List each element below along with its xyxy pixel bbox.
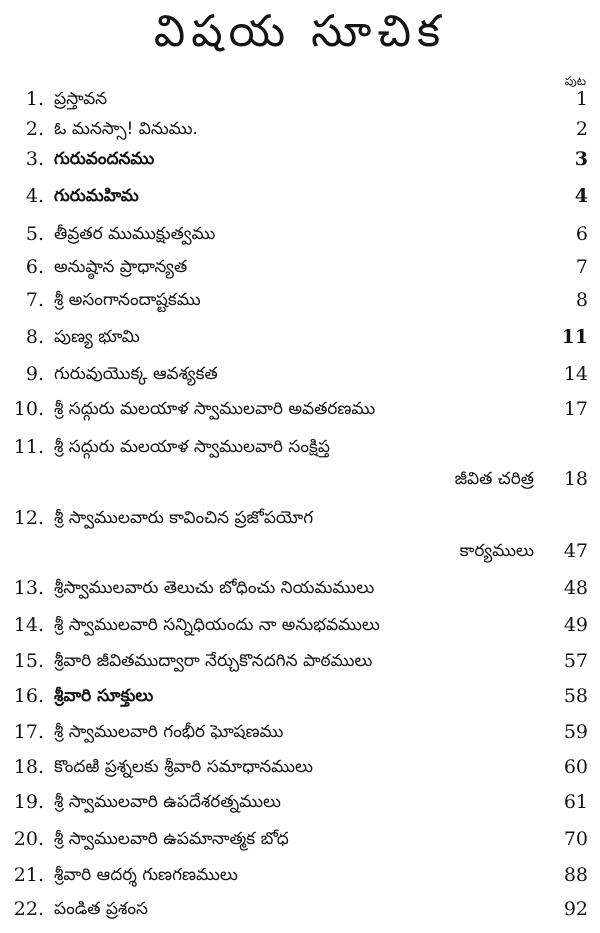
entry-page: 88 <box>563 864 588 886</box>
entry-number: 8. <box>25 326 44 348</box>
entry-title-continued: కార్యములు <box>459 541 534 561</box>
entry-title: శ్రీ స్వాములవారి సన్నిధియందు నా అనుభవములు <box>54 615 380 635</box>
entry-number: 5. <box>25 223 44 245</box>
entry-number: 15. <box>13 650 44 672</box>
entry-number: 21. <box>13 864 44 886</box>
entry-number: 9. <box>25 363 44 385</box>
entry-title: గురుమహిమ <box>54 186 139 206</box>
entry-title: శ్రీ స్వాములవారి గంభీర ఘోషణము <box>54 722 284 742</box>
entry-number: 7. <box>25 289 44 311</box>
entry-page: 60 <box>563 756 588 778</box>
entry-page: 4 <box>574 185 588 207</box>
entry-title: శ్రీ స్వాములవారు కావించిన ప్రజోపయోగ <box>54 508 314 528</box>
entry-page: 59 <box>563 721 588 743</box>
entry-title: గురువుయొక్క ఆవశ్యకత <box>54 364 218 384</box>
entry-number: 22. <box>13 898 44 920</box>
entry-number: 3. <box>25 148 44 170</box>
entry-page: 8 <box>575 289 588 311</box>
entry-title: ప్రస్తావన <box>54 89 108 109</box>
entry-number: 1. <box>25 88 44 110</box>
entry-page: 49 <box>563 614 588 636</box>
entry-number: 6. <box>25 256 44 278</box>
entry-page: 1 <box>575 88 588 110</box>
entry-title-continued: జీవిత చరిత్ర <box>454 469 534 489</box>
entry-page: 47 <box>563 540 588 562</box>
entry-number: 12. <box>13 507 44 529</box>
entry-title: తీవ్రతర ముముక్షుత్వము <box>54 224 216 244</box>
entry-number: 20. <box>13 828 44 850</box>
entry-number: 19. <box>13 791 44 813</box>
entry-page: 57 <box>563 650 588 672</box>
entry-title: శ్రీ స్వాములవారి ఉపమానాత్మక బోధ <box>54 829 289 849</box>
entry-title: పండిత ప్రశంస <box>54 899 148 919</box>
entry-number: 11. <box>13 436 44 458</box>
entry-number: 2. <box>25 118 44 140</box>
entry-title: శ్రీవారి జీవితముద్వారా నేర్చుకొనదగిన పాఠములు <box>54 651 373 671</box>
entry-title: శ్రీ సద్గురు మలయాళ స్వాములవారి సంక్షిప్త <box>54 437 330 457</box>
entry-number: 18. <box>13 756 44 778</box>
entry-number: 13. <box>13 577 44 599</box>
entry-title: ఓ మనస్సా! వినుము. <box>54 119 198 139</box>
entry-page: 3 <box>574 148 588 170</box>
entry-page: 17 <box>563 398 588 420</box>
entry-title: పుణ్య భూమి <box>54 327 140 347</box>
entry-title: గురువందనము <box>54 149 155 169</box>
entry-page: 6 <box>575 223 588 245</box>
entry-page: 2 <box>575 118 588 140</box>
entry-page: 11 <box>561 326 588 348</box>
entry-page: 58 <box>563 685 588 707</box>
page-column-label: పుట <box>564 74 586 88</box>
entry-title: శ్రీ అసంగానందాష్టకము <box>54 290 201 310</box>
entry-title: కొందఱి ప్రశ్నలకు శ్రీవారి సమాధానములు <box>54 757 313 777</box>
entry-number: 4. <box>25 185 44 207</box>
entry-title: శ్రీవారి సూక్తులు <box>54 686 154 706</box>
entry-page: 7 <box>575 256 588 278</box>
entry-title: శ్రీ సద్గురు మలయాళ స్వాములవారి అవతరణము <box>54 399 376 419</box>
entry-title: అనుష్ఠాన ప్రాధాన్యత <box>54 257 188 277</box>
entry-number: 17. <box>13 721 44 743</box>
entry-page: 48 <box>563 577 588 599</box>
entry-title: శ్రీ స్వాములవారి ఉపదేశరత్నములు <box>54 792 281 812</box>
entry-number: 10. <box>13 398 44 420</box>
entry-number: 16. <box>13 685 44 707</box>
page-title: విషయ సూచిక <box>153 6 447 57</box>
entry-title: శ్రీస్వాములవారు తెలుచు బోధించు నియమములు <box>54 578 375 598</box>
entry-page: 14 <box>563 363 588 385</box>
entry-number: 14. <box>13 614 44 636</box>
entry-page: 61 <box>563 791 588 813</box>
entry-page: 70 <box>563 828 588 850</box>
entry-title: శ్రీవారి ఆదర్శ గుణగణములు <box>54 865 238 885</box>
entry-page: 18 <box>563 468 588 490</box>
entry-page: 92 <box>563 898 588 920</box>
